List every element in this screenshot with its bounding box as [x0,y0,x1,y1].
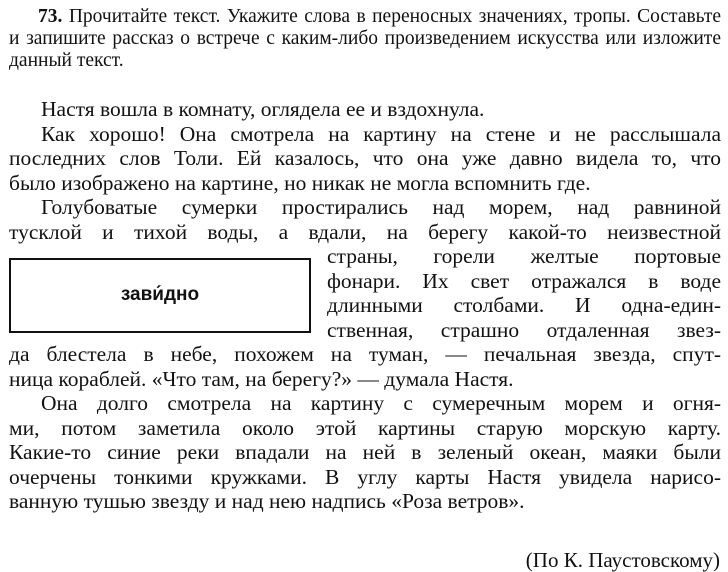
story-paragraph-3 [9,195,721,391]
story-line: длинными столбами. И одна-един- [327,293,721,317]
task-text: Прочитайте текст. Укажите слова в переносных значениях, тропы. Составьте и запишите рассказ о встрече с каким-либо произведением искусства или изложите данный текст. [9,6,722,71]
story-line: очерчены тонкими кружками. В углу карты Настя увидела нарисо- [9,464,721,489]
attribution: (По К. Паустовскому) [525,548,720,572]
task-instruction [9,6,721,72]
word-box-slot [9,244,313,333]
story-line: ми, потом заметила около этой картины старую морскую карту. [9,415,721,440]
story-line: ница кораблей. «Что там, на берегу?» — думала Настя. [9,366,514,391]
story-line: фонари. Их свет отражался в воде [327,268,721,293]
task-number: 73. [38,6,63,27]
story-line: Голубоватые сумерки простирались над морем, над равниной [41,195,721,219]
story-line: Как хорошо! Она смотрела на картину на стене и не расслышала [41,121,721,146]
story-line: Какие-то синие реки впадали на ней в зеленый океан, маяки были [9,440,721,464]
story-paragraph-2 [9,122,721,196]
story-line: ванную тушью звезду и над нею надпись «Роза ветров». [9,489,525,513]
vocabulary-word-box [9,258,311,333]
story-line: Настя вошла в комнату, оглядела ее и вздохнула. [41,97,485,121]
inset-with-text [9,244,721,342]
story-line: да блестела в небе, похожем на туман, — печальная звезда, спут- [9,342,721,366]
story-line: последних слов Толи. Ей казалось, что она уже давно видела то, что [9,146,721,170]
story-line: Она долго смотрела на картину с сумеречным морем и огня- [41,391,721,415]
story-line: ственная, страшно отдаленная звез- [327,317,721,342]
story-paragraph-1 [9,97,721,122]
story-line: было изображено на картине, но никак не могла вспомнить где. [9,170,591,195]
vocabulary-word: зави́дно [120,284,200,306]
story-line: страны, горели желтые портовые [327,244,721,268]
wrapped-text [313,244,721,342]
story-paragraph-4 [9,391,721,514]
story-line: тусклой и тихой воды, а вдали, на берегу какой-то неизвестной [9,219,721,244]
story-text [9,97,721,514]
